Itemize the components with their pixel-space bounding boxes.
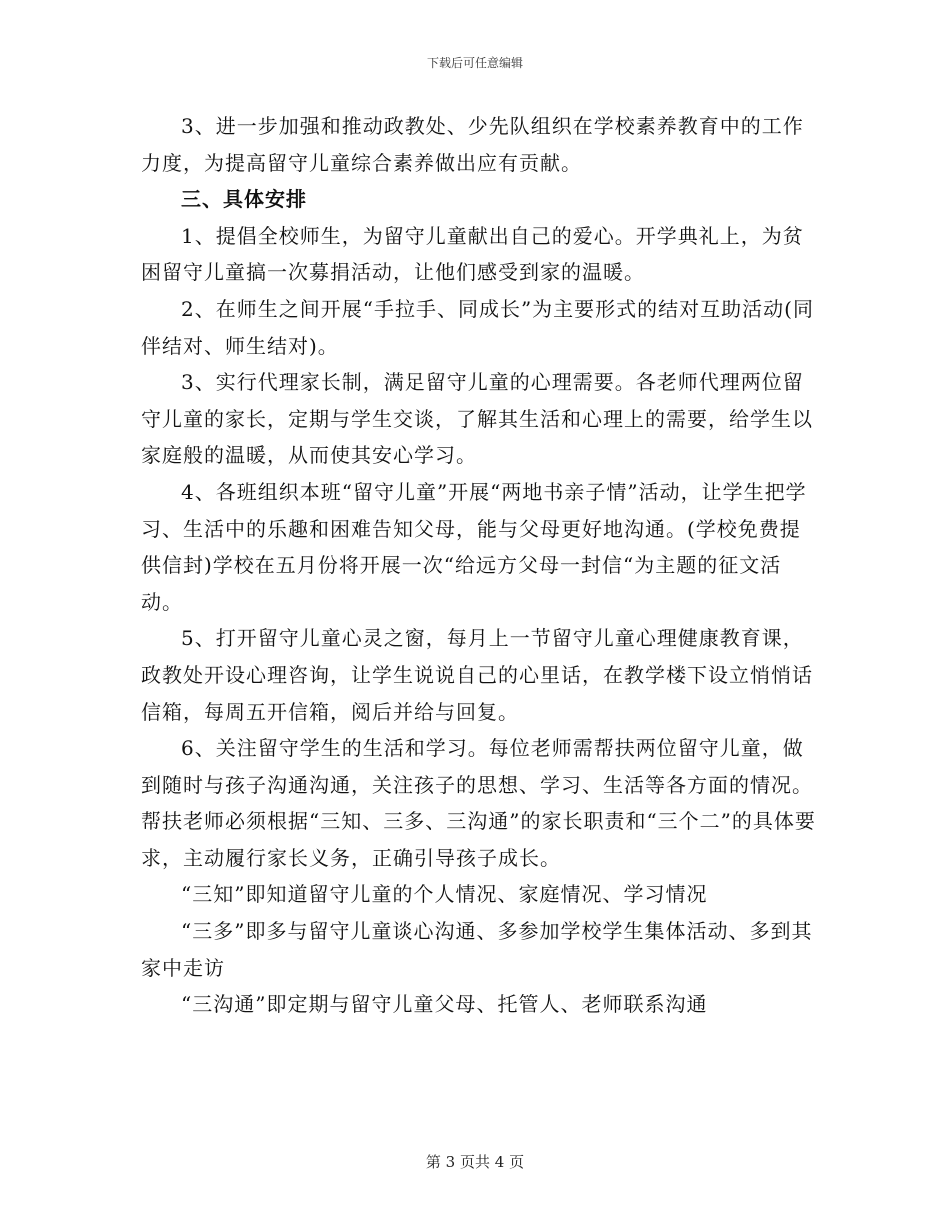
paragraph-arrangement-1: 1、提倡全校师生，为留守儿童献出自己的爱心。开学典礼上，为贫困留守儿童搞一次募捐活动，让他们感受到家的温暖。 (141, 223, 804, 285)
paragraph-three-know: “三知”即知道留守儿童的个人情况、家庭情况、学习情况 (181, 882, 708, 907)
page-header (0, 54, 950, 71)
page-number: 第 3 页共 4 页 (425, 1153, 525, 1171)
header-note: 下载后可任意编辑 (426, 56, 523, 70)
section-heading-arrangement: 三、具体安排 (181, 187, 307, 212)
paragraph-three-communicate: “三沟通”即定期与留守儿童父母、托管人、老师联系沟通 (181, 992, 708, 1017)
paragraph-three-more: “三多”即多与留守儿童谈心沟通、多参加学校学生集体活动、多到其家中走访 (141, 919, 813, 980)
paragraph-arrangement-2: 2、在师生之间开展“手拉手、同成长”为主要形式的结对互助活动(同伴结对、师生结对)。 (141, 296, 814, 358)
paragraph-arrangement-4: 4、各班组织本班“留守儿童”开展“两地书亲子情”活动，让学生把学习、生活中的乐趣和困难告知父母，能与父母更好地沟通。(学校免费提供信封)学校在五月份将开展一次“给远方父母一封信“为主题的征文活动。 (141, 479, 807, 614)
paragraph-item-3: 3、进一步加强和推动政教处、少先队组织在学校素养教育中的工作力度，为提高留守儿童综合素养做出应有贡献。 (141, 114, 804, 175)
page-footer (0, 1151, 950, 1172)
document-body (141, 108, 819, 1023)
paragraph-arrangement-6: 6、关注留守学生的生活和学习。每位老师需帮扶两位留守儿童，做到随时与孩子沟通沟通，关注孩子的思想、学习、生活等各方面的情况。帮扶老师必须根据“三知、三多、三沟通”的家长职责和“三个二”的具体要求，主动履行家长义务，正确引导孩子成长。 (141, 736, 816, 870)
paragraph-arrangement-3: 3、实行代理家长制，满足留守儿童的心理需要。各老师代理两位留守儿童的家长，定期与学生交谈，了解其生活和心理上的需要，给学生以家庭般的温暖，从而使其安心学习。 (141, 370, 813, 468)
paragraph-arrangement-5: 5、打开留守儿童心灵之窗，每月上一节留守儿童心理健康教育课，政教处开设心理咨询，让学生说说自己的心里话，在教学楼下设立悄悄话信箱，每周五开信箱，阅后并给与回复。 (141, 626, 813, 724)
